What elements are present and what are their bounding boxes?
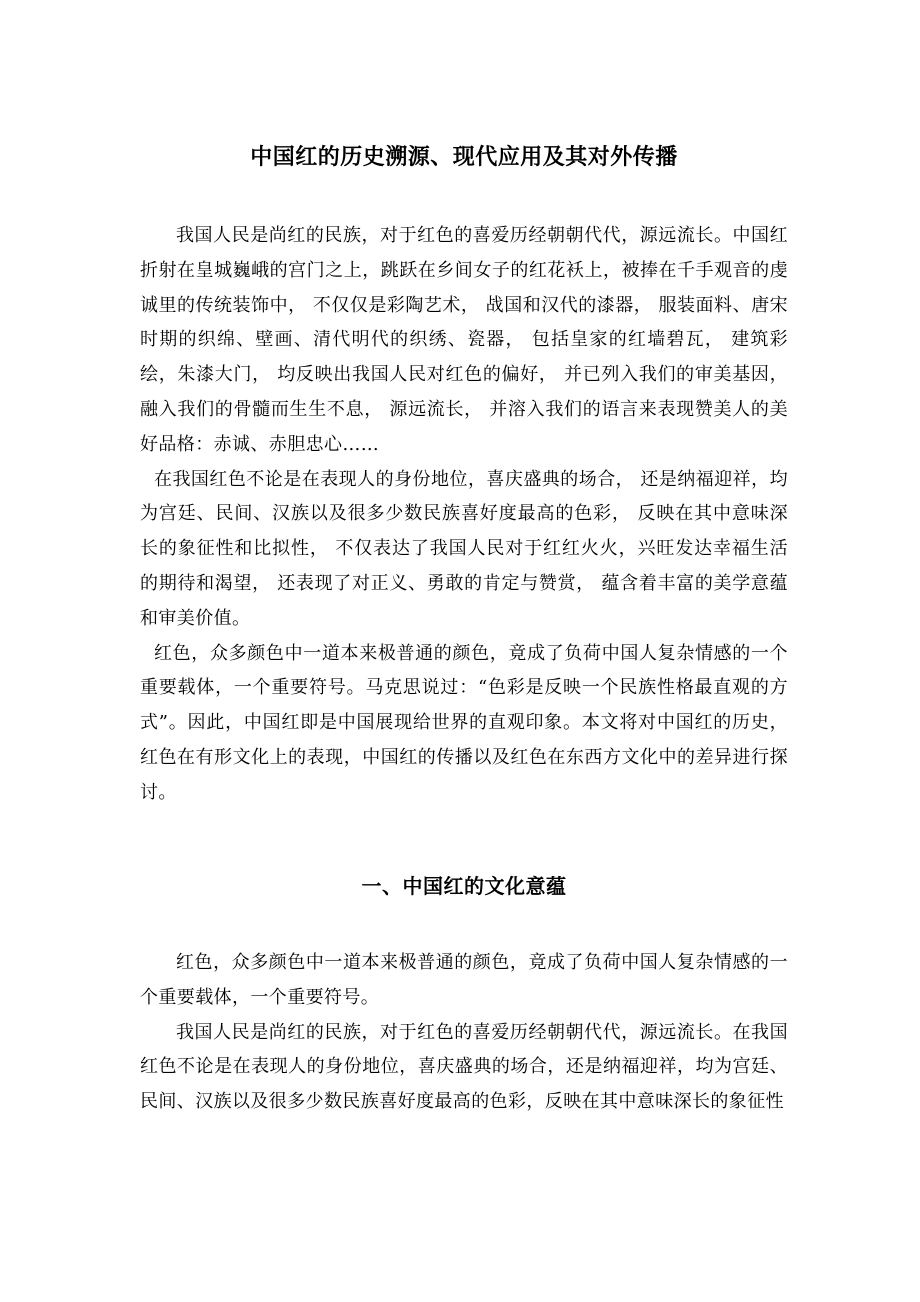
section-1-paragraph-1: 红色，众多颜色中一道本来极普通的颜色，竟成了负荷中国人复杂情感的一个重要载体，一个重要符号。: [140, 952, 788, 1008]
section-1-paragraph-2: 我国人民是尚红的民族，对于红色的喜爱历经朝朝代代，源远流长。在我国红色不论是在表现人的身份地位，喜庆盛典的场合，还是纳福迎祥，均为宫廷、民间、汉族以及很多少数民族喜好度最高的色彩，反映在其中意味深长的象征性: [140, 1021, 788, 1113]
section-1-body: [140, 946, 788, 1120]
section-1-heading: 一、中国红的文化意蕴: [361, 874, 567, 898]
intro-section: [140, 219, 788, 811]
intro-paragraph-1: 我国人民是尚红的民族，对于红色的喜爱历经朝朝代代，源远流长。中国红折射在皇城巍峨的宫门之上，跳跃在乡间女子的红花袄上，被捧在千手观音的虔诚里的传统装饰中， 不仅仅是彩陶艺术， 战国和汉代的漆器， 服装面料、唐宋时期的织绵、壁画、清代明代的织绣、瓷器， 包括皇家的红墙碧瓦， 建筑彩绘，朱漆大门， 均反映出我国人民对红色的偏好， 并已列入我们的审美基因， 融入我们的骨髓而生生不息， 源远流长， 并溶入我们的语言来表现赞美人的美好品格：赤诚、赤胆忠心……: [140, 225, 788, 455]
intro-paragraph-2: 在我国红色不论是在表现人的身份地位，喜庆盛典的场合， 还是纳福迎祥，均为宫廷、民间、汉族以及很多少数民族喜好度最高的色彩， 反映在其中意味深长的象征性和比拟性， 不仅表达了我国人民对于红红火火，兴旺发达幸福生活的期待和渴望， 还表现了对正义、勇敢的肯定与赞赏， 蕴含着丰富的美学意蕴和审美价值。: [140, 468, 788, 629]
document-title: 中国红的历史溯源、现代应用及其对外传播: [250, 145, 678, 170]
intro-paragraph-3: 红色，众多颜色中一道本来极普通的颜色，竟成了负荷中国人复杂情感的一个重要载体，一个重要符号。马克思说过：“色彩是反映一个民族性格最直观的方式”。因此，中国红即是中国展现给世界的直观印象。本文将对中国红的历史，红色在有形文化上的表现，中国红的传播以及红色在东西方文化中的差异进行探讨。: [140, 642, 788, 803]
